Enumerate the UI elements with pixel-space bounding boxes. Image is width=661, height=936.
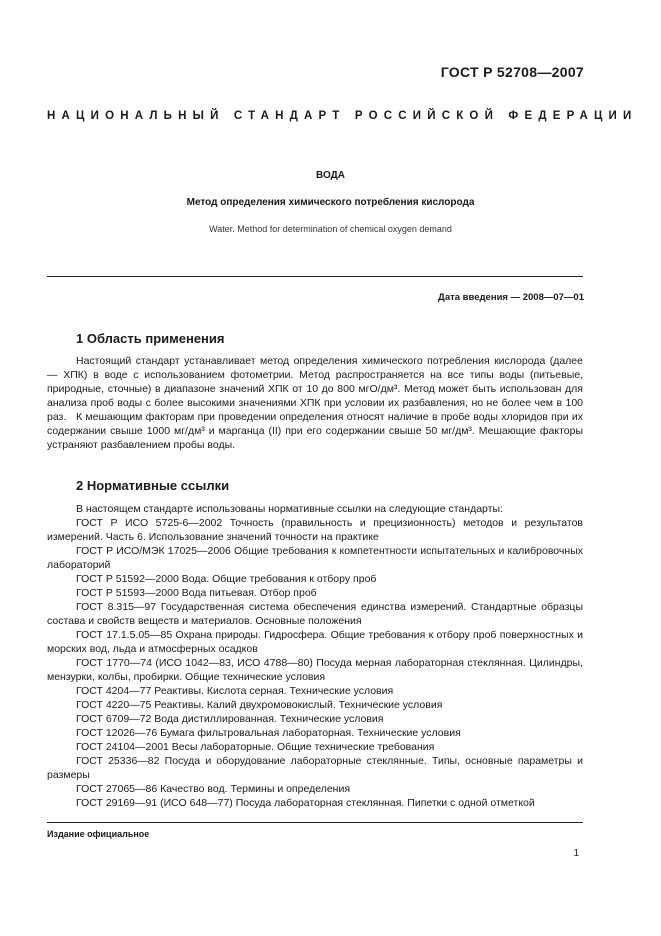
reference-item: ГОСТ Р ИСО 5725-6—2002 Точность (правильность и прецизионность) методов и результатов измерений. Часть 6. Использование значений точности на практике: [47, 517, 583, 543]
section-1-heading: 1 Область применения: [76, 331, 225, 346]
footer-divider: [47, 822, 583, 823]
page-number: 1: [573, 848, 579, 859]
reference-item: ГОСТ 24104—2001 Весы лабораторные. Общие технические требования: [76, 741, 435, 753]
section-2-heading: 2 Нормативные ссылки: [76, 478, 230, 493]
reference-item: ГОСТ 17.1.5.05—85 Охрана природы. Гидросфера. Общие требования к отбору проб поверхностных и морских вод, льда и атмосферных осадков: [47, 629, 583, 655]
reference-item: ГОСТ 27065—86 Качество вод. Термины и определения: [76, 783, 351, 795]
reference-item: ГОСТ 25336—82 Посуда и оборудование лабораторные стеклянные. Типы, основные параметры и размеры: [47, 755, 583, 781]
introduction-date: Дата введения — 2008—07—01: [438, 292, 584, 303]
reference-item: ГОСТ 29169—91 (ИСО 648—77) Посуда лабораторная стеклянная. Пипетки с одной отметкой: [76, 797, 535, 809]
reference-item: ГОСТ 6709—72 Вода дистиллированная. Технические условия: [76, 713, 384, 725]
reference-item: ГОСТ 4220—75 Реактивы. Калий двухромовокислый. Технические условия: [76, 699, 443, 711]
document-title: ВОДА: [316, 170, 345, 181]
reference-item: ГОСТ Р 51593—2000 Вода питьевая. Отбор проб: [76, 587, 317, 599]
reference-item: ГОСТ Р 51592—2000 Вода. Общие требования к отбору проб: [76, 573, 377, 585]
reference-item: ГОСТ 1770—74 (ИСО 1042—83, ИСО 4788—80) Посуда мерная лабораторная стеклянная. Цилиндры, мензурки, колбы, пробирки. Общие технические условия: [47, 657, 583, 683]
document-subtitle: Метод определения химического потребления кислорода: [186, 197, 475, 208]
section-2-intro: В настоящем стандарте использованы нормативные ссылки на следующие стандарты:: [76, 503, 503, 515]
document-number: ГОСТ Р 52708—2007: [440, 64, 584, 80]
english-title: Water. Method for determination of chemical oxygen demand: [209, 224, 452, 234]
official-edition-label: Издание официальное: [47, 829, 150, 839]
reference-item: ГОСТ Р ИСО/МЭК 17025—2006 Общие требования к компетентности испытательных и калибровочных лабораторий: [47, 545, 583, 571]
reference-item: ГОСТ 8.315—97 Государственная система обеспечения единства измерений. Стандартные образцы состава и свойств веществ и материалов. Основные положения: [47, 601, 583, 627]
reference-item: ГОСТ 4204—77 Реактивы. Кислота серная. Технические условия: [76, 685, 394, 697]
header-divider: [47, 276, 583, 277]
normative-references-list: [47, 516, 583, 810]
reference-item: ГОСТ 12026—76 Бумага фильтровальная лабораторная. Технические условия: [76, 727, 461, 739]
national-standard-banner: НАЦИОНАЛЬНЫЙ СТАНДАРТ РОССИЙСКОЙ ФЕДЕРАЦИИ: [47, 110, 638, 122]
section-1-paragraph-2: К мешающим факторам при проведении определения относят наличие в пробе воды хлоридов при их содержании свыше 1000 мг/дм³ и марганца (II) при его содержании свыше 50 мг/дм³. Мешающие факторы устраняют разбавлением пробы воды.: [47, 411, 583, 451]
section-1-paragraph-1: Настоящий стандарт устанавливает метод определения химического потребления кислорода (далее — ХПК) в воде с использованием фотометрии. Метод распространяется на все типы воды (питьевые, природные, сточные) в диапазоне значений ХПК от 10 до 800 мгО/дм³. Метод может быть использован для анализа проб воды с более высокими значениями ХПК при условии их разбавления, но не более чем в 100 раз.: [47, 355, 583, 423]
